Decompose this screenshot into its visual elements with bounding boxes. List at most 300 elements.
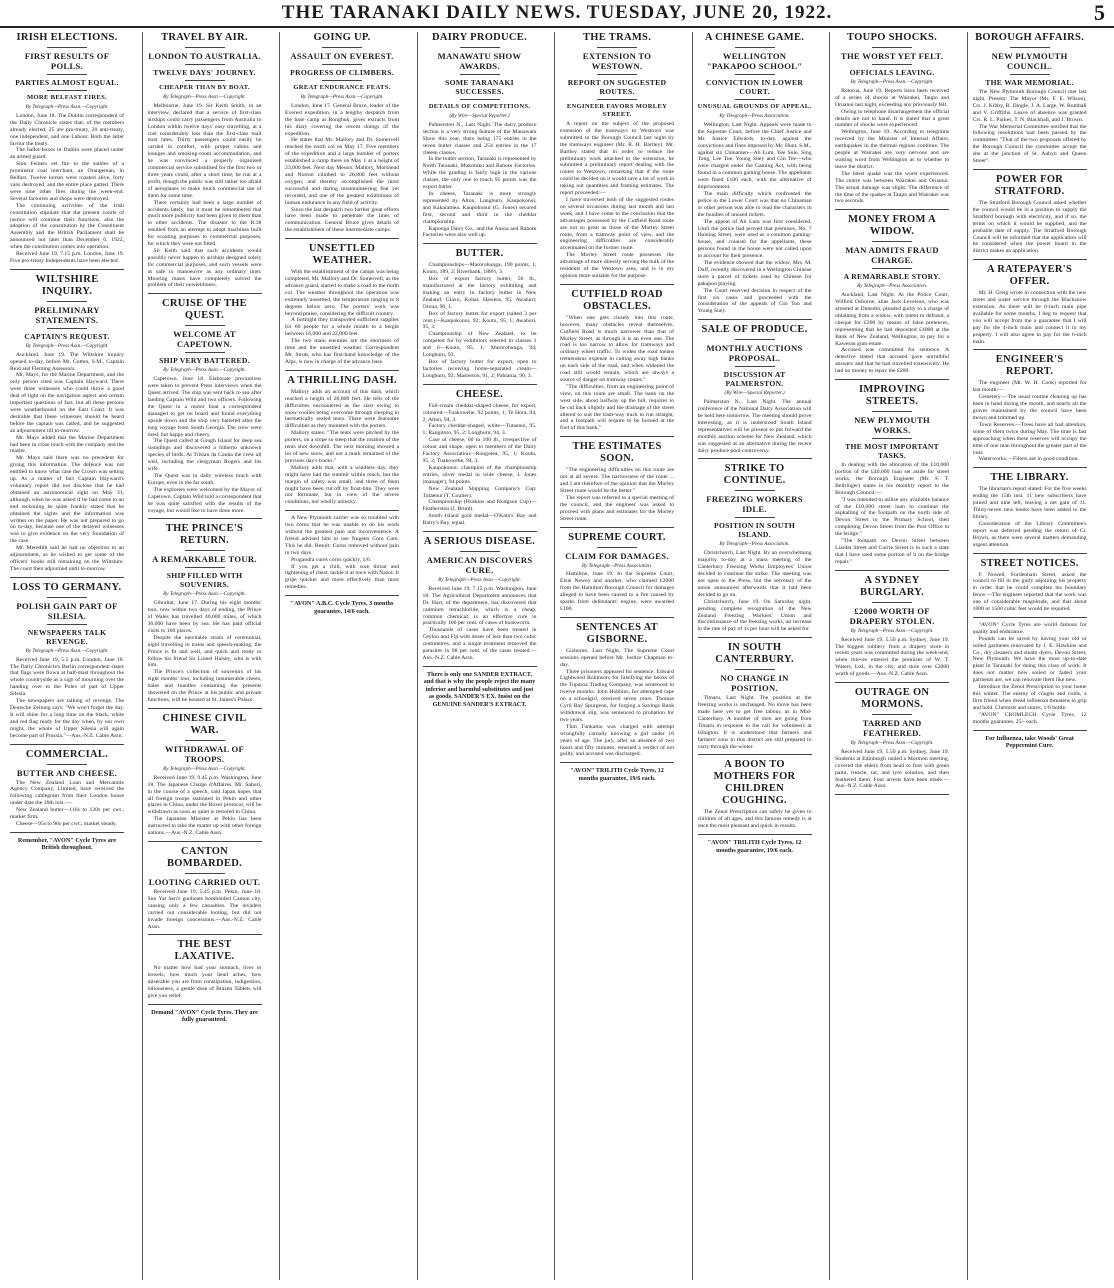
article-subheading: CAPTAIN'S REQUEST. <box>24 331 110 341</box>
article-subheading: AMERICAN DISCOVERS CURE. <box>426 555 533 576</box>
article-paragraph: The librarian's report stated: For the five weeks ending the 15th inst. 11 new subscribers have joined and nine left, leaving a net gain of 11. Thirty-seven new books have been added to the library. <box>972 486 1087 520</box>
article-paragraph: South Island gold medal—O'Kain's Bay and Barry's Bay, equal. <box>422 513 537 527</box>
article-subheading: SOME TARANAKI SUCCESSES. <box>445 78 514 96</box>
article-subheading: UNUSUAL GROUNDS OF APPEAL. <box>697 103 812 110</box>
wire-credit: By Telegraph—Press Assn.—Copyright. <box>163 367 246 374</box>
column-separator <box>279 32 280 1280</box>
article-headline: CHINESE CIVIL WAR. <box>162 712 247 736</box>
article-paragraph: The ballot-boxes in Dublin were placed under an armed guard. <box>10 147 124 161</box>
heading-divider <box>872 47 912 48</box>
article-headline: COMMERCIAL. <box>25 748 109 760</box>
column-2 <box>148 32 262 1280</box>
heading-divider <box>872 714 912 715</box>
article-subheading: WITHDRAWAL OF TROOPS. <box>164 743 245 764</box>
article-paragraph: Received June 19, 7.15 p.m. Washington, June 18. The Agricultural Department announces that Dr. Hart, of the department, has discovered that cadmium tetrachloride, which is a cheap, common chemical, is an effective cure in practically 100 per cent. of cases of hookworm. <box>422 585 537 627</box>
article <box>698 324 812 459</box>
article-headline: IN SOUTH CANTERBURY. <box>715 642 794 666</box>
article <box>835 214 949 380</box>
newspaper-title: THE TARANAKI DAILY NEWS. TUESDAY, JUNE 20, 1922. <box>281 2 833 23</box>
advertisement: Remember, "AVON" Cycle Tyres are British throughout. <box>17 836 117 852</box>
article-headline: THE LIBRARY. <box>990 472 1069 484</box>
article-subheading: MANAWATU SHOW AWARDS. <box>437 51 522 71</box>
article-divider <box>285 595 399 596</box>
heading-divider <box>735 669 775 670</box>
wire-credit: By Telegraph—Press Association. <box>856 283 928 290</box>
article-divider <box>423 243 537 244</box>
heading-divider <box>47 597 87 598</box>
article-headline: TOUPO SHOCKS. <box>847 32 938 43</box>
article-paragraph: Championship (Hoskins and Hodgson Cup)—Featherston (J. Brunt). <box>422 499 537 513</box>
article-subheading: WELLINGTON "PAKAPOO SCHOOL" <box>706 51 803 71</box>
article-paragraph: The Morley Street route possesses the advantage of more directly serving the bulk of the residents of the Westown area, and is in my opinion more suitable for the purpose. <box>560 252 675 279</box>
article-headline: CRUISE OF THE QUEST. <box>161 298 247 322</box>
article <box>10 32 124 270</box>
article-subheading: £2000 WORTH OF DRAPERY STOLEN. <box>849 605 935 626</box>
article-headline: CANTON BOMBARDED. <box>166 845 243 869</box>
article-subheading: SHIP VERY BATTERED. <box>159 356 250 366</box>
article-paragraph: Wellington, June 19. According to telegrams received by the Minister of Internal Affairs, earthquakes in the thermal regions continue. The people at Wairakei are very nervous and are waiting word from Wellington as to whether to leave the district. <box>835 129 950 170</box>
heading-divider <box>872 268 912 269</box>
article <box>973 32 1087 170</box>
article-subheading: NEWSPAPERS TALK REVENGE. <box>27 627 107 646</box>
article <box>973 354 1087 468</box>
article-paragraph: Mallory adds an account of this dash, which reached a height of 26,800 feet. He tells of the difficulties encountered as the start owing to snow coolies being overcome through sleeping in hermetically sealed tents. There were fearsome difficulties as they mounted with the porters. <box>285 388 400 430</box>
article-headline: CHEESE. <box>455 388 504 400</box>
heading-divider <box>460 99 500 100</box>
article-headline: WILTSHIRE INQUIRY. <box>35 273 99 297</box>
column-separator <box>417 32 418 1280</box>
top-rule <box>0 26 1114 28</box>
article <box>148 846 262 935</box>
advertisement: "AVON" TRILITH Cycle Tyres, 12 months guarantee, 19/6 each. <box>707 839 802 854</box>
article-paragraph: In cheese, Taranaki is more strongly represented by Alton, Longburn, Kaupokonui, and Kakaramea. Kaupokonui (G. Jones) secured first, second and third in the cheddar championship. <box>422 190 537 225</box>
article-paragraph: The Zenol Prescription can safely be given to children of all ages, and this famous remedy is at once the most pleasant and quick in results. <box>697 809 812 830</box>
article-paragraph: The Japanese Minister at Pekin has been instructed to take the matter up with other foreign nations.—Aus.-N.Z. Cable Assn. <box>147 816 262 837</box>
article-paragraph: New Zealand butter—116s to 120s per cwt.; market firm. <box>10 807 124 821</box>
article-paragraph: The report was referred to a special meeting of the council, and the engineer was asked to proceed with plans and estimates for the Morley Street route. <box>560 494 675 522</box>
article-paragraph: Factory cheddar-shaped, white—Tutaenui, 95, 1; Rangitoto, 95, 2; Longburn, 94, 3. <box>422 423 537 437</box>
article-subheading: TWELVE DAYS' JOURNEY. <box>153 68 256 77</box>
article-divider <box>285 510 399 511</box>
article-paragraph: Christchurch, Last Night. By an overwhelming majority to-day at a mass meeting of the Canterbury Freezing Works Employees' Union decided to continue the strike. The meeting was not open to the Press, but the secretary of the union announced afterwards that it had been decided to go on. <box>697 550 812 598</box>
column-separator <box>829 32 830 1280</box>
article-paragraph: Championship of New Zealand, to be competed for by exhibitors entered in classes 1 and 6—Koutu, 95, 1; Marorohunga, 94; Longburn, 93. <box>422 331 537 359</box>
article-divider <box>698 637 812 638</box>
article-subheading: THE MOST IMPORTANT TASKS. <box>845 442 940 461</box>
article-subheading: DETAILS OF COMPETITIONS. <box>428 103 531 110</box>
article-divider <box>148 518 262 519</box>
article-divider <box>973 349 1087 350</box>
heading-divider <box>47 328 87 329</box>
wire-credit: By Telegraph—Press Assn.—Copyright. <box>300 94 384 100</box>
article-paragraph: Town Reserves.—Trees have all had attention, some of them twice during May. The time is fast approaching when these reserves will occupy the time of one man throughout the greater part of the year. <box>972 421 1087 456</box>
article-paragraph: Box of export factory butter, 56 lb., manufactured at the factory exhibiting and making an entry in factory butter in New Zealand: Glaxo, Kohai; Hawera, 95; Awahuri; Oroua, 96, 1. <box>422 276 537 310</box>
article-divider <box>423 384 537 385</box>
article-headline: STREET NOTICES. <box>980 557 1079 569</box>
article <box>973 558 1087 618</box>
article-divider <box>285 238 399 239</box>
article <box>285 243 399 371</box>
article-paragraph: In the butter section, Taranaki is represented by North Taranaki, Makotuku and Rahotu Factories. While the grading is fairly high in the various classes, the only one to touch 95 points was the export butter. <box>422 156 537 191</box>
article-paragraph: The Quest called at Gough Island for deep sea soundings and discovered a hitherto unknown species of birds. At Tristan da Cunha the crew all well, including the clergyman Rogers and his wife. <box>147 438 262 473</box>
article <box>423 32 537 244</box>
article-headline: A BOON TO MOTHERS FOR CHILDREN COUGHING. <box>713 759 796 807</box>
article <box>973 472 1087 553</box>
article-paragraph: Three prisoners appeared for sentence. Edward Lightwood Robinson, for falsifying the books of the Tuparoa Trading Company, was sentenced to twelve months. John Hobbins, for attempted rape on a schoolgirl, received seven years. Thomas Cyril Ray Spurgeon, for forging a Savings Bank withdrawal slip, was sentenced to probation for two years. <box>560 668 675 723</box>
article-divider <box>423 666 537 667</box>
article-subheading: FREEZING WORKERS IDLE. <box>706 494 803 515</box>
article-divider <box>973 730 1087 731</box>
heading-divider <box>872 438 912 439</box>
article-subheading: A REMARKABLE TOUR. <box>152 554 257 565</box>
article-divider <box>10 269 124 270</box>
heading-divider <box>1010 47 1050 48</box>
column-3 <box>285 32 399 1280</box>
article-paragraph: Hamilton, June 19. In the Supreme Court, Elsie Newey and another, who claimed £2000 from the Hamilton Borough Council for damages alleged to have been caused to a fire caused by sparks from defendants' engine, were awarded £100. <box>560 571 675 612</box>
article-paragraph: "AVON" CROMLECH Cycle Tyres, 12 months guarantee, 25/- each. <box>972 711 1087 725</box>
article-paragraph: The engineer (Mr. W. H. Cook) reported for last month:— <box>972 380 1087 394</box>
article <box>698 463 812 638</box>
article <box>560 622 674 764</box>
article-subheading: NO CHANGE IN POSITION. <box>720 673 789 694</box>
article <box>835 575 949 683</box>
article-divider <box>698 754 812 755</box>
article-paragraph: Gisborne, Last Night. The Supreme Court sessions opened before Mr. Justice Chapman to-day. <box>560 647 675 668</box>
article-subheading: EXTENSION TO WESTOWN. <box>582 51 652 71</box>
heading-divider <box>735 99 775 100</box>
article-headline: A SYDNEY BURGLARY. <box>860 574 925 598</box>
article-subheading: TARRED AND FEATHERED. <box>862 718 922 739</box>
article-paragraph: Mallory adds that, with a windless day, they might have had the summit within reach, but the margin of safety was small, and three of them might have been cut off by frost-bite. They were not fortunate, but in view of the severe conditions, not wholly unlucky. <box>285 464 400 506</box>
wire-credit: By Telegraph—Press Assn.—Copyright. <box>438 577 521 584</box>
article <box>698 759 812 835</box>
article <box>560 532 674 618</box>
heading-divider <box>185 80 225 81</box>
article <box>148 713 262 842</box>
article-paragraph: The two main enemies are the shortness of time and the unsettled weather. Correspondent Mr. Strutt, who has first-hand knowledge of the Alps, is now in charge of the advance base. <box>285 338 400 365</box>
article-paragraph: Despite the inevitable strain of ceremonial, night travelling in trains and speech-making, the Prince is fit and well, and quick and ready to follow his friend Sir Lionel Halsey, who is with him. <box>147 634 262 669</box>
wire-credit: By Telegraph—Press Assn.—Copyright. <box>25 647 109 654</box>
article-divider <box>698 319 812 320</box>
article-subheading: THE WAR MEMORIAL. <box>985 78 1074 87</box>
article-paragraph: Since the last despatch two further great efforts have been made to penetrate the lines of communication. General Bruce gives details of the establishment of these intermediate camps. <box>285 206 400 234</box>
article-divider <box>973 617 1087 618</box>
article-paragraph: He states that Mr. Mallory and Dr. Somervell reached the north col on May 17. Five members of the expedition and a large number of porters established a camp there on May 1 at a height of 23,000 feet. Next day Messrs. Mallory, Morshead and Norton climbed to 26,800 feet without oxygen, and thereby accomplished the most successful and daring mountaineering feat yet recorded, and one of the greatest exhibitions of human endurance in any field of activity. <box>285 137 400 206</box>
article-paragraph: F. Nowell, Fordenham Street, asked the council to fill in the gully adjoining his property in order that he could complete his boundary fence.—The engineer reported that the work was one of considerable magnitude, and that about 1000 or 1500 cubic feet would be required. <box>972 571 1087 613</box>
article-paragraph: Introduce the Zenol Prescription to your home this winter. The enemy of coughs and colds, a firm friend when dread influenza threatens to grip and hold. Chemists and stores, 1/6 bottle. <box>972 684 1087 711</box>
wire-credit: By Telegraph—Press Assn.—Copyright. <box>850 627 934 634</box>
heading-divider <box>185 567 225 568</box>
column-separator <box>554 32 555 1280</box>
heading-divider <box>185 352 225 353</box>
article-paragraph: Kaupokonui: champion of the championship entries, silver medal in wide cheese, J. Jones (manager), 94 points. <box>422 464 537 485</box>
article-subheading: LONDON TO AUSTRALIA. <box>148 51 261 61</box>
heading-divider <box>185 550 225 551</box>
column-separator <box>692 32 693 1280</box>
article-paragraph: New Zealand Shipping Company's Cup: Tutaenui (T. Coulter). <box>422 485 537 499</box>
article-headline: SUPREME COURT. <box>568 531 666 543</box>
advertisement: "AVON" A.B.C. Cycle Tyres, 3 months guarantee, 14/6 each. <box>290 600 394 615</box>
column-6 <box>698 32 812 1280</box>
article <box>973 174 1087 260</box>
article-divider <box>10 832 124 833</box>
article-headline: THE ESTIMATES SOON. <box>572 441 662 465</box>
wire-credit: (By Wire—Special Reporter.) <box>724 390 785 397</box>
article-paragraph: Kaponga Dairy Co., and the Auroa and Rahotu Factories were also well up. <box>422 225 537 239</box>
article-headline: A CHINESE GAME. <box>704 32 805 43</box>
article-headline: A RATEPAYER'S OFFER. <box>987 264 1073 288</box>
article-paragraph: Received June 19, 7.15 p.m. London, June 19. Five pro-treaty Independents have been elected. <box>10 251 124 264</box>
article-divider <box>560 617 674 618</box>
article-subheading: POSITION IN SOUTH ISLAND. <box>714 521 796 540</box>
article-subheading: ASSAULT ON EVEREST. <box>290 51 394 61</box>
heading-divider <box>872 602 912 603</box>
article-paragraph: The evidence showed that the widow, Mrs. M. Duff, recently discovered in a Wellington Chinese store a parcel of tickets used by Chinese for pakapoo playing. <box>697 260 812 287</box>
page-number: 5 <box>1094 0 1106 25</box>
article-paragraph: Championships—Marorohunga, 190 points, 1; Koutu, 189, 2; Riverbank, 188½, 3. <box>422 262 537 276</box>
heading-divider <box>322 80 362 81</box>
article <box>560 289 674 437</box>
heading-divider <box>597 547 637 548</box>
article-paragraph: Box of factory butter for export (salted 3 per cent.)—Kaupokonui, 92; Koutu, 95, 1; Awahuri, 95, 3. <box>422 310 537 331</box>
heading-divider <box>735 517 775 518</box>
wire-credit: By Telegraph—Press Assn.—Copyright. <box>163 94 246 100</box>
article-subheading: FIRST RESULTS OF POLLS. <box>24 51 110 71</box>
wire-credit: By Telegraph—Press Assn.—Copyright. <box>25 104 109 110</box>
article-subheading: MAN ADMITS FRAUD CHARGE. <box>845 245 939 266</box>
heading-divider <box>872 411 912 412</box>
article-paragraph: The explorers were welcomed by the Mayor of Capetown. Captain Wild told a correspondent that he was quite satisfied with the results of the voyage, but would like to have done more. <box>147 486 262 514</box>
wire-credit: By Telegraph—Press Assn.—Copyright. <box>850 79 934 85</box>
article-paragraph: There certainly had been a large number of accidents lately, but it must be remembered that much more publicity had been given to them than to other accidents. The disaster to the R.38 resulted from an attempt to adopt machines built for scouting purposes to commercial purposes, for which they were not fitted. <box>147 199 262 248</box>
article <box>973 622 1087 731</box>
article-headline: THE BEST LAXATIVE. <box>174 939 235 963</box>
heading-divider <box>1010 74 1050 75</box>
article-subheading: LOOTING CARRIED OUT. <box>148 876 261 887</box>
advertisement: Demand "AVON" Cycle Tyres. They are fully guaranteed. <box>151 1008 258 1024</box>
article-headline: IMPROVING STREETS. <box>858 384 926 408</box>
article-paragraph: Gibraltar, June 17. During his eight months' tour, now within two days of ending, the Prince of Wales has travelled 40,000 miles, of which 36,000 have been by sea. He has paid official visits to 160 places. <box>147 600 262 634</box>
article <box>835 687 949 795</box>
heading-divider <box>185 64 225 65</box>
column-separator <box>967 32 968 1280</box>
article-paragraph: Mr. Mays said there was no precedent for giving this information. The defence was not entitled to know what case the Crown was setting up. As a matter of fact Captain Hayward's voluntary report did not disclose that he had obtained an astronomical sight on May 31, although when he was asked if he had come to an end reckoning he quite frankly stated that he obtained the sights and the information was written on the paper. He was not prepared to go on to-day, because one of the delayed witnesses was to give evidence on the very foundation of the case. <box>10 455 124 545</box>
article-divider <box>835 794 949 795</box>
column-1 <box>10 32 124 1280</box>
article-headline: LOSS TO GERMANY. <box>12 581 122 593</box>
article-paragraph: The Quest was in daily wireless touch with Europe, even in the far south. <box>147 472 262 486</box>
article <box>10 749 124 833</box>
article-paragraph: The Court reserved decision in respect of the first six cases and proceeded with the consideration of the appeals of Gin Ton and Young Suey. <box>697 287 812 315</box>
article-paragraph: Received June 19, 5.45 p.m. Pekin, June 18. Sun Yat Sen's gunboats bombarded Canton city, causing only a few casualties. The invaders carried out considerable looting, but did not invade foreign concessions.—Aus.-N.Z. Cable Assn. <box>147 888 262 930</box>
article <box>698 32 812 320</box>
article-paragraph: If you get a chill, with sore throat and tightening of chest, tackle it at once with Nazol. It gripe quicker and more effectively than most remedies. <box>285 563 400 591</box>
article <box>285 32 399 239</box>
article-paragraph: Accused was committed for sentence. A detective stated that accused gave untruthful answers and that he had travelled extensively. He had no money to repay the £200. <box>835 347 950 375</box>
article-paragraph: The main difficulty which confronted the police in the Lower Court was that no Chinaman or other person was able to read the characters in the bundles of unused tickets. <box>697 190 812 218</box>
article-divider <box>560 762 674 763</box>
wire-credit: (By Wire—Special Reporter.) <box>449 113 510 119</box>
article-paragraph: "The engineering difficulties on this route are not at all severe. The narrowness of the route ... and I am therefore of the opinion that the Morley Street route would be the better." <box>560 467 675 494</box>
article-paragraph: The War Memorial Committee notified that the following resolutions had been passed by the committee: "That of the two proposals offered by the Borough Council the committee accept the site at the junction of St. Aubyn and Queen Street". <box>972 123 1087 165</box>
article-divider <box>698 834 812 835</box>
article-divider <box>973 467 1087 468</box>
article-divider <box>560 436 674 437</box>
article-paragraph: Timaru, Last Night. The position at the freezing works is unchanged. No move has been made here yet to get free labour, as in Mid-Canterbury. A number of men are going from Timaru in response to the call for volunteers at Islington. It is understood that farmers and farmers' sons in this district are still prepared to carry through the winter. <box>697 695 812 750</box>
article-paragraph: The Stratford Borough Council asked whether the council would be in a position to supply the Stratford borough with electricity, and if so, the terms on which it would be supplied, and the probable date of supply. The Stratford Borough Council will be informed that the application will be considered when the power board in the district makes an application. <box>972 199 1087 255</box>
article-headline: BUTTER. <box>455 248 504 260</box>
article <box>560 32 674 285</box>
heading-divider <box>185 325 225 326</box>
article-paragraph: A fortnight they transported sufficient supplies for 60 people for a whole month to a height between 16,000 and 22,000 feet. <box>285 317 400 338</box>
article-subheading: WELCOME AT CAPETOWN. <box>173 329 236 350</box>
article-paragraph: Mr. Mays added that the Marine Department had been in close touch with the company and the master. <box>10 434 124 455</box>
article-divider <box>698 458 812 459</box>
article-paragraph: The continuing activities of the Irish constitution stipulate that the present courts of justice will continue their functions, also the adoption of the constitution by the Constituent Assembly and the British Parliament shall be announced not later than December 6, 1922, when the constitution comes into operation. <box>10 202 124 251</box>
wire-credit: By Telegraph—Press Assn.—Copyright. <box>25 342 109 349</box>
article-paragraph: A New Plymouth carrier was so troubled with two corns that he was unable to do his work without the greatest pain and inconvenience. A friend advised him to use Nugeen Corn Cure. This he did. Result: Corns removed without pain in two days. <box>285 515 400 556</box>
article-subheading: CONVICTION IN LOWER COURT. <box>705 78 804 96</box>
article-paragraph: The Prince's collection of souvenirs of his eight months' tour, including innumerable chests, bales and bundles containing the presents showered on the Prince at his public and private functions, will be housed at St. James's Palace. <box>147 669 262 703</box>
article-paragraph: Mallory states: "The tents were pitched by the porters, on a slope so steep that the rotation of the tents shot downhill. The next morning showed a lot of new snow, and not a mark remained of the previous day's tracks." <box>285 430 400 464</box>
wire-credit: By Telegraph—Press Association. <box>719 541 790 548</box>
article <box>10 582 124 745</box>
column-separator <box>142 32 143 1280</box>
heading-divider <box>872 241 912 242</box>
heading-divider <box>322 47 362 48</box>
article <box>698 642 812 755</box>
article-headline: CUTFIELD ROAD OBSTACLES. <box>571 288 663 312</box>
article-headline: IRISH ELECTIONS. <box>16 32 118 43</box>
advertisement: For Influenza, take Woods' Great Peppermint Cure. <box>985 734 1074 749</box>
article-divider <box>10 577 124 578</box>
article-subheading: MONTHLY AUCTIONS PROPOSAL. <box>706 343 803 364</box>
heading-divider <box>47 764 87 765</box>
wire-credit: By Telegraph—Press Association. <box>719 113 790 119</box>
column-7 <box>835 32 949 1280</box>
article-paragraph: Cheese—95s to 96s per cwt.; market steady. <box>16 820 117 827</box>
article-divider <box>148 708 262 709</box>
article-paragraph: "The difficulties, from an engineering point of view, on this route are small. The bank on the west side, about halfway up the hill, requires to be cut back slightly and the drainage of the street altered to suit the tram-way track to run straight, and a footpath will require to be formed at the foot of this bank." <box>560 383 675 432</box>
article-headline: THE TRAMS. <box>582 32 652 43</box>
heading-divider <box>872 64 912 65</box>
wire-credit: By Telegraph—Press Assn.—Copyright. <box>163 765 246 772</box>
heading-divider <box>47 74 87 75</box>
article-divider <box>148 841 262 842</box>
article-paragraph: Christchurch, June 19. On Saturday night, pending complete recognition of the New Zealand Freezing Workers' Union and discontinuance of the freezing works, an increase in the rate of pay of 1s per hour will be asked for. <box>697 598 812 633</box>
article-paragraph: Pounds can be saved by having your old or soiled garments renovated by J. E. Hawkins and Co., dry cleaners and steam dyers, Devon Street, New Plymouth. We have the most up-to-date plant in Taranaki for doing this class of work. It does not matter how soiled or faded your garments are, we can renovate them like new. <box>972 635 1087 684</box>
article-divider <box>835 570 949 571</box>
heading-divider <box>597 99 637 100</box>
article-paragraph: The New Zealand Loan and Mercantile Agency Company, Limited, have received the following cablegram from their London house under date the 16th inst.:— <box>10 779 124 807</box>
article-paragraph: "The footpath on Devon Street between Liardet Street and Currie Street is in such a state that I have used some portion of it on the bridge repair." <box>835 538 950 565</box>
article-headline: UNSETTLED WEATHER. <box>308 243 376 267</box>
article-headline: MONEY FROM A WIDOW. <box>848 214 936 238</box>
heading-divider <box>460 47 500 48</box>
article-subheading: CHEAPER THAN BY BOAT. <box>159 84 250 91</box>
article-paragraph: A report on the subject of the proposed extension of the tramways to Westown was submitted to the Borough Council last night by the tramways engineer (Mr. R. H. Bartley). Mr. Bartley stated that in order to reduce the preliminary work attached to the extension, he submitted a preliminary report dealing with the routes to Westown, remarking that if the route could be decided on it would save a lot of work in taking out quantities and framing estimates. The report proceeded:— <box>560 121 675 197</box>
article-divider <box>285 370 399 371</box>
article-divider <box>835 682 949 683</box>
heading-divider <box>735 490 775 491</box>
heading-divider <box>460 551 500 552</box>
article-subheading: SHIP FILLED WITH SOUVENIRS. <box>166 571 243 590</box>
article-divider <box>973 553 1087 554</box>
article-divider <box>423 531 537 532</box>
column-5 <box>560 32 674 1280</box>
article-paragraph: Mr. Meredith said he had no objection to an adjournment, as he wished to get some of the officers' books still remaining on the Wiltshire. The court then adjourned until to-morrow. <box>10 545 124 572</box>
article <box>560 441 674 527</box>
article-subheading: A REMARKABLE STORY. <box>843 272 941 282</box>
article-headline: A THRILLING DASH. <box>287 374 397 386</box>
article-paragraph: Capetown, June 18. Elaborate precautions were taken to prevent Press interviews when the Quest arrived. The ship was sent back to sea after landing Captain Wild and two officers. Following the Quest in a motor boat a correspondent managed to get on board and found everything upside down and the ship very battered after the long voyage from South Georgia. The crew were tired, but happy and cheery. <box>147 376 262 438</box>
article-divider <box>148 1004 262 1005</box>
heading-divider <box>597 47 637 48</box>
wire-credit: By Telegraph—Press Association. <box>581 562 653 569</box>
article-subheading: PROGRESS OF CLIMBERS. <box>290 68 394 77</box>
article-headline: TRAVEL BY AIR. <box>161 32 248 43</box>
article-paragraph: In dealing with the allocation of the £10,000 portion of the £40,000 loan set aside for street works, the Borough Engineer (Mr. F. T. Bellringer) states in his monthly report to the Borough Council:— <box>835 462 950 496</box>
heading-divider <box>185 740 225 741</box>
article-paragraph: Waterworks.—Filters are in good condition. <box>978 456 1079 463</box>
article-divider <box>835 209 949 210</box>
article-headline: THE PRINCE'S RETURN. <box>165 523 244 547</box>
heading-divider <box>322 64 362 65</box>
article-divider <box>973 259 1087 260</box>
article-paragraph: The newspapers are talking of revenge. The Deutsche Zeitung says: "We won't forget the day. It will shine for a long time on the black, white and red flag ready for the day when, by our own might, the whole of Upper Silesia will again become part of Prussia."—Aus.-N.Z. Cable Assn. <box>10 698 124 739</box>
article-paragraph: Box of factory butter for export, open to factories receiving home-separated cream—Longburn, 92; Masterton, 91, 2; Pahiatua, 90, 3. <box>422 359 537 379</box>
article-paragraph: Auckland, June 19. The Wiltshire inquiry opened to-day, before Mr. Cutten, S.M., Captain Reid and Fleming Assessors. <box>10 351 124 372</box>
article-divider <box>148 293 262 294</box>
article <box>285 375 399 511</box>
article-paragraph: The New Plymouth Borough Council met last night. Present: The Mayor (Mr. F. E. Wilson), Crs. J. Kibby, R. Dingle, J. A. Large, W. Rumball and V. Griffiths. Leave of absence was granted Crs. R. L. Parkes, T. N. Blackhall, and J. Brown. <box>972 89 1087 123</box>
article-paragraph: Received June 19, 5.5 p.m. London, June 18. The Daily Chronicle's Berlin correspondent states that flags were flown at half-mast throughout the whole countryside as a sign of mourning over the handing over to the Poles of part of Upper Silesia. <box>10 656 124 698</box>
article-paragraph: The latest quake was the worst experienced. The centre was between Wairakei and Oruanui. The actual damage was slight. The difference of the time of the quakes at Taupo and Wairakei was two seconds. <box>835 170 950 205</box>
article-headline: DAIRY PRODUCE. <box>432 32 528 43</box>
article-paragraph: Full-cream cheddar-shaped cheese, for export, coloured—Tuakowehe, 92 points, 1; Te Hora, 94, 2; Alton, 94, 3. <box>422 402 537 423</box>
wire-credit: By Telegraph—Press Assn.—Copyright. <box>850 740 934 747</box>
heading-divider <box>185 47 225 48</box>
heading-divider <box>597 74 637 75</box>
article-headline: A SERIOUS DISEASE. <box>423 536 536 548</box>
article <box>148 32 262 294</box>
article <box>973 264 1087 350</box>
heading-divider <box>47 301 87 302</box>
article <box>835 384 949 571</box>
article-paragraph: Cemetery.—The usual routine cleaning up has been in hand during the month, and nearly all the graves maintained by the council have been mown and trimmed up. <box>972 394 1087 421</box>
article-paragraph: No matter how bad your stomach, liver or bowels, how much your head aches, how miserable you are from constipation, indigestion, biliousness, a gentle dose of Brazen Tablets will give you relief. <box>147 965 262 1000</box>
article-divider <box>10 744 124 745</box>
article-subheading: ENGINEER FAVORS MORLEY STREET. <box>566 103 668 118</box>
article-paragraph: Sinn Feiners set fire to the stables of a prominent coal merchant, an Orangeman, in Belfast. Twelve horses were roasted alive, forty vans destroyed, and the entire place gutted. There were nine other fires during the week-end. Several factories and shops were destroyed. <box>10 161 124 202</box>
article <box>10 274 124 578</box>
article-paragraph: "I was intended to utilise any available balance of the £10,000 street loan to continue the asphalting of the footpath on the north side of Devon Street to the Primary School, then completing Devon Street from the Post Office to the bridge." <box>835 496 950 538</box>
article <box>148 298 262 519</box>
article-headline: POWER FOR STRATFORD. <box>994 173 1065 197</box>
advertisement: There is only one SANDER EXTRACT, and that is why the people reject the many inferior and harmful substitutes and just as goods. SANDER'S EX. Insist on the GENUINE SANDER'S EXTRACT. <box>423 670 536 708</box>
article-paragraph: Received June 19, 5.50 p.m. Sydney, June 19. The biggest robbery from a drapery store in recent years was committed during the week-end, when thieves entered the premises of W. T. Waters, Ltd., in the city, and stole over £2000 worth of goods.—Aus.-N.Z. Cable Assn. <box>835 636 950 678</box>
article-paragraph: Received June 19, 5.50 p.m. Sydney, June 19. Students at Edinburgh raided a Mormon meeting, covered the elders from head to foot with green paint, treacle, tar, and tyre solution, and then feathered them. Four arrests have been made.—Aus.-N.Z. Cable Assn. <box>835 748 950 790</box>
article-paragraph: London, June 18. The Dublin correspondent of the Daily Chronicle states that, of the members already elected, 25 are pro-treaty, 20 anti-treaty, one independent, and one Labour. Both the latter favour the treaty. <box>10 112 124 147</box>
article-headline: SENTENCES AT GISBORNE. <box>576 621 658 645</box>
article <box>148 939 262 1005</box>
article-paragraph: Wellington, Last Night. Appeals were made to the Supreme Court, before the Chief Justice and Mr. Justice Edwards, to-day, against the convictions and fines imposed by Mr. Hunt, S.M., against six Chinamen—Ah Lum, Yee Suie, Sing Tong, Lee Toe, Young Suey and Gin Tee—who were charged under the Gaming Act, with being found in a common gaming house. The appellants were fined £100 each, with the alternative of imprisonment. <box>697 121 812 191</box>
article-paragraph: Mr. H. Greig wrote in connection with the new street and water service through the Blacksnow extension. As there will be 6-inch main pipe available for some months, I beg to request that you will accept from me a guarantee that I will pay for the 4-inch main and connect it to my property. I will also agree to pay for the 6-inch main. <box>972 290 1087 345</box>
article-paragraph: Mr. Mays, for the Marine Department, and the only person cited was Captain Hayward. There were three witnesses who could throw a good deal of light on the navigation aspect and certain important questions of fact, but all these persons were weatherbound on the East Coast. It was desirable that these witnesses should be heard before the captain was called, and he suggested an adjournment till to-morrow. <box>10 372 124 434</box>
article-paragraph: Sir Keith said that such accidents would possibly never happen to airships designed solely for commercial purposes, and such vessels were as safe to manoeuvre as any ordinary liner. Mooring masts have completely solved the problem of their unwieldiness. <box>147 247 262 289</box>
heading-divider <box>47 624 87 625</box>
article <box>285 515 399 596</box>
